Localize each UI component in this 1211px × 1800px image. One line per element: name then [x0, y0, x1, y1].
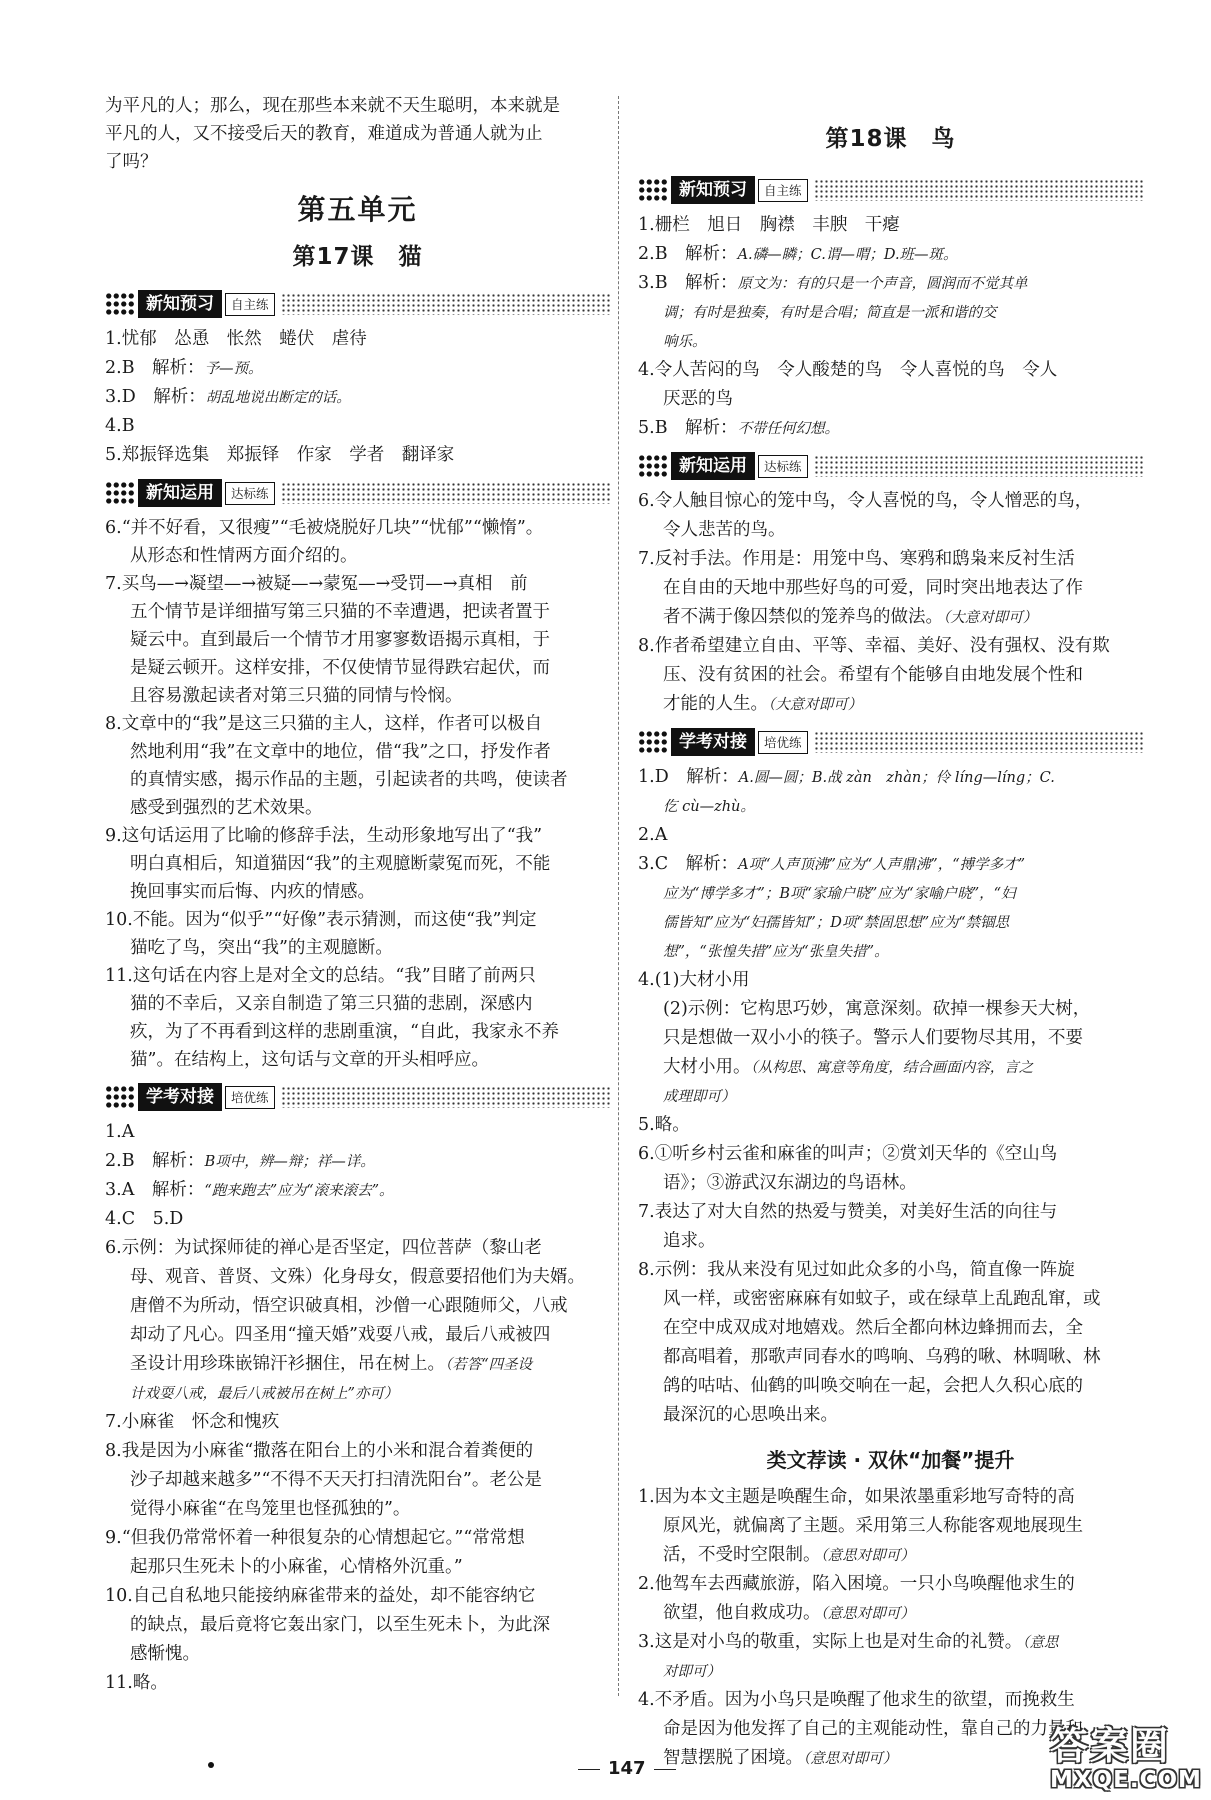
answer-list	[638, 487, 1143, 719]
answer-line: 8.文章中的“我”是这三只猫的主人，这样，作者可以极自	[105, 714, 543, 734]
answer-line	[105, 1669, 610, 1698]
answer-line	[638, 661, 1143, 690]
answer-text: 1.A	[105, 1122, 135, 1142]
answer-line	[105, 1176, 610, 1205]
answer-text: 母、观音、普贤、文殊）化身母女，假意要招他们为夫婿。	[130, 1267, 585, 1287]
answer-text: 5.略。	[638, 1115, 690, 1135]
answer-line	[105, 1350, 610, 1379]
answer-line: 10.不能。因为“似乎”“好像”表示猜测，而这使“我”判定	[105, 910, 537, 930]
answer-text: 8.我是因为小麻雀“撒落在阳台上的小米和混合着粪便的	[105, 1441, 534, 1461]
dot-fill-pattern	[814, 179, 1143, 201]
watermark-logo	[1050, 1715, 1200, 1795]
section-label: 新知运用	[138, 479, 222, 507]
answer-line	[638, 356, 1143, 385]
answer-text: 原风光，就偏离了主题。采用第三人称能客观地展现生	[663, 1516, 1083, 1536]
answer-line: 且容易激起读者对第三只猫的同情与怜悯。	[130, 686, 463, 706]
answer-list	[638, 211, 1143, 443]
answer-line: 挽回事实而后悔、内疚的情感。	[130, 882, 375, 902]
answer-line	[638, 1401, 1143, 1430]
answer-note: 儒皆知”应为“妇孺皆知”；D项“禁固思想”应为“禁锢思	[663, 915, 1010, 931]
answer-text: 4.B	[105, 416, 135, 436]
answer-text: 令人悲苦的鸟。	[663, 520, 786, 540]
answer-line	[105, 1495, 610, 1524]
answer-line	[105, 1205, 610, 1234]
answer-line	[638, 937, 1143, 966]
answer-text: 4.令人苦闷的鸟 令人酸楚的鸟 令人喜悦的鸟 令人	[638, 360, 1058, 380]
answer-line	[638, 603, 1143, 632]
answer-text: 3.D 解析：	[105, 387, 206, 407]
answer-line	[105, 1437, 610, 1466]
answer-text: 7.表达了对大自然的热爱与赞美，对美好生活的向往与	[638, 1202, 1058, 1222]
dot-fill-pattern	[814, 455, 1143, 477]
answer-text: 2.B 解析：	[638, 244, 738, 264]
answer-text: 鸽的咕咕、仙鹤的叫唤交响在一起，会把人久积心底的	[663, 1376, 1083, 1396]
answer-line	[105, 354, 610, 383]
answer-text: 活，不受时空限制。	[663, 1545, 821, 1565]
answer-line: 猫的不幸后，又亲自制造了第三只猫的悲剧，深感内	[130, 994, 533, 1014]
intro-line: 平凡的人，又不接受后天的教育，难道成为普通人就为止	[105, 124, 543, 144]
answer-text: 3.A 解析：	[105, 1180, 205, 1200]
answer-line	[105, 1582, 610, 1611]
answer-text: 3.C 解析：	[638, 854, 739, 874]
answer-line	[638, 995, 1143, 1024]
unit-title: 第五单元	[297, 193, 418, 226]
answer-line	[638, 879, 1143, 908]
answer-line	[105, 1263, 610, 1292]
answer-note: 计戏耍八戒，最后八戒被吊在树上”亦可）	[130, 1386, 399, 1402]
answer-text: 唐僧不为所动，悟空识破真相，沙僧一心跟随师父，八戒	[130, 1296, 568, 1316]
answer-list	[638, 763, 1143, 1430]
answer-line	[105, 1408, 610, 1437]
answer-text: 7.反衬手法。作用是：用笼中鸟、寒鸦和鸱枭来反衬生活	[638, 549, 1075, 569]
intro-line: 为平凡的人；那么，现在那些本来就不天生聪明，本来就是	[105, 96, 560, 116]
answer-line	[638, 211, 1143, 240]
answer-text: 1.忧郁 怂恿 怅然 蜷伏 虐待	[105, 329, 367, 349]
answer-line	[638, 1686, 1143, 1715]
answer-line	[638, 792, 1143, 821]
answer-text: 2.B 解析：	[105, 358, 205, 378]
section-header-practice	[638, 451, 1143, 481]
dot-grid-icon	[105, 292, 135, 316]
answer-line	[638, 690, 1143, 719]
answer-text: 5.郑振铎选集 郑振铎 作家 学者 翻译家	[105, 445, 455, 465]
answer-text: 8.示例：我从来没有见过如此众多的小鸟，简直像一阵旋	[638, 1260, 1075, 1280]
answer-text: (2)示例：它构思巧妙，寓意深刻。砍掉一棵参天大树，	[663, 999, 1091, 1019]
answer-line	[638, 1372, 1143, 1401]
answer-note: 应为“博学多才”；B项“家瑜户晓”应为“家喻户晓”，“妇	[663, 886, 1016, 902]
answer-line: 明白真相后，知道猫因“我”的主观臆断蒙冤而死，不能	[130, 854, 551, 874]
answer-line	[105, 1147, 610, 1176]
answer-line: 是疑云顿开。这样安排，不仅使情节显得跌宕起伏，而	[130, 658, 550, 678]
answer-line: 的真情实感，揭示作品的主题，引起读者的共鸣，使读者	[130, 770, 568, 790]
section-tag: 达标练	[758, 455, 808, 478]
answer-line	[105, 325, 610, 354]
answer-line	[638, 1570, 1143, 1599]
answer-line	[638, 487, 1143, 516]
answer-text: 7.小麻雀 怀念和愧疚	[105, 1412, 280, 1432]
answer-line	[638, 632, 1143, 661]
answer-list	[105, 514, 610, 1074]
answer-line	[638, 1256, 1143, 1285]
answer-note: 调；有时是独奏，有时是合唱；简直是一派和谐的交	[663, 305, 997, 321]
answer-note: B项中，辨—辩；祥—详。	[204, 1154, 375, 1170]
answer-note: A.圆—圆；B.战 zàn zhàn；伶 líng—líng；C.	[738, 770, 1055, 786]
answer-text: 却动了凡心。四圣用“撞天婚”戏耍八戒，最后八戒被四	[130, 1325, 551, 1345]
answer-text: 都高唱着，那歌声同春水的鸣响、乌鸦的啾、林啁啾、林	[663, 1347, 1101, 1367]
answer-line	[638, 545, 1143, 574]
watermark-bottom: MXQE.COM	[1050, 1767, 1202, 1793]
section-tag: 自主练	[758, 179, 808, 202]
answer-text: 只是想做一双小小的筷子。警示人们要物尽其用，不要	[663, 1028, 1083, 1048]
dot-fill-pattern	[281, 1086, 610, 1108]
answer-text: 6.示例：为试探师徒的禅心是否坚定，四位菩萨（黎山老	[105, 1238, 542, 1258]
answer-line	[638, 1024, 1143, 1053]
answer-text: 厌恶的鸟	[663, 389, 733, 409]
answer-text: 欲望，他自救成功。	[663, 1603, 821, 1623]
answer-line: 然地利用“我”在文章中的地位，借“我”之口，抒发作者	[130, 742, 551, 762]
answer-note: 原文为：有的只是一个声音，圆润而不觉其单	[737, 276, 1028, 292]
answer-line	[638, 1198, 1143, 1227]
answer-note: 仡 cù—zhù。	[663, 799, 755, 815]
answer-line	[638, 1314, 1143, 1343]
answer-text: 智慧摆脱了困境。	[663, 1748, 803, 1768]
column-divider	[618, 96, 619, 1696]
answer-line	[638, 1285, 1143, 1314]
answer-line	[105, 1234, 610, 1263]
answer-note: A项“人声顶沸”应为“人声鼎沸”，“搏学多才”	[738, 857, 1026, 873]
answer-note: （意思对即可）	[803, 1751, 898, 1767]
answer-line: 11.这句话在内容上是对全文的总结。“我”目睹了前两只	[105, 966, 536, 986]
answer-text: 才能的人生。	[663, 694, 768, 714]
answer-line	[638, 966, 1143, 995]
answer-list	[105, 1118, 610, 1698]
answer-text: 沙子却越来越多”“不得不天天打扫清洗阳台”。老公是	[130, 1470, 542, 1490]
answer-line	[638, 1169, 1143, 1198]
answer-line: 9.这句话运用了比喻的修辞手法，生动形象地写出了“我”	[105, 826, 543, 846]
answer-line: 猫吃了鸟，突出“我”的主观臆断。	[130, 938, 393, 958]
lesson-18-title: 第18课 鸟	[825, 126, 956, 152]
answer-line	[638, 269, 1143, 298]
answer-line	[105, 1118, 610, 1147]
answer-note: 不带任何幻想。	[737, 421, 840, 437]
answer-line: 感受到强烈的艺术效果。	[130, 798, 323, 818]
answer-line	[105, 1640, 610, 1669]
dot-grid-icon	[105, 481, 135, 505]
answer-text: 2.他驾车去西藏旅游，陷入困境。一只小鸟唤醒他求生的	[638, 1574, 1075, 1594]
answer-list	[105, 325, 610, 470]
answer-note: “跑来跑去”应为“滚来滚去”。	[204, 1183, 394, 1199]
answer-text: 感惭愧。	[130, 1644, 200, 1664]
intro-paragraph	[105, 92, 610, 176]
dot-fill-pattern	[814, 731, 1143, 753]
answer-line	[638, 516, 1143, 545]
answer-text: 1.因为本文主题是唤醒生命，如果浓墨重彩地写奇特的高	[638, 1487, 1075, 1507]
answer-line	[105, 1524, 610, 1553]
answer-text: 8.作者希望建立自由、平等、幸福、美好、没有强权、没有欺	[638, 636, 1110, 656]
section-header-preview	[105, 289, 610, 319]
answer-text: 2.B 解析：	[105, 1151, 205, 1171]
answer-line	[638, 574, 1143, 603]
answer-line	[638, 1343, 1143, 1372]
answer-line	[105, 412, 610, 441]
section-tag: 达标练	[225, 482, 275, 505]
answer-line	[638, 1483, 1143, 1512]
answer-note: （意思	[1022, 1635, 1059, 1651]
dot-grid-icon	[638, 730, 668, 754]
answer-note: （意思对即可）	[820, 1548, 915, 1564]
answer-text: 最深沉的心思唤出来。	[663, 1405, 838, 1425]
answer-text: 6.①听乡村云雀和麻雀的叫声；②赏刘天华的《空山鸟	[638, 1144, 1058, 1164]
answer-line: 五个情节是详细描写第三只猫的不幸遭遇，把读者置于	[130, 602, 550, 622]
answer-text: 在自由的天地中那些好鸟的可爱，同时突出地表达了作	[663, 578, 1083, 598]
answer-line	[638, 1140, 1143, 1169]
answer-line	[638, 240, 1143, 269]
answer-line: 7.买鸟—→凝望—→被疑—→蒙冤—→受罚—→真相 前	[105, 574, 528, 594]
section-tag: 培优练	[758, 731, 808, 754]
section-label: 新知预习	[138, 290, 222, 318]
answer-text: 4.C 5.D	[105, 1209, 184, 1229]
answer-text: 6.令人触目惊心的笼中鸟，令人喜悦的鸟，令人憎恶的鸟，	[638, 491, 1093, 511]
dot-grid-icon	[638, 454, 668, 478]
answer-text: 4.(1)大材小用	[638, 970, 750, 990]
answer-line: 从形态和性情两方面介绍的。	[130, 546, 358, 566]
answer-line	[638, 1512, 1143, 1541]
answer-line	[105, 1611, 610, 1640]
answer-text: 语》；③游武汉东湖边的鸟语林。	[663, 1173, 917, 1193]
answer-note: 胡乱地说出断定的话。	[205, 390, 351, 406]
answer-line	[638, 763, 1143, 792]
answer-line	[105, 1466, 610, 1495]
answer-line	[638, 385, 1143, 414]
answer-note: 想”，“张惶失措”应为“张皇失措”。	[663, 944, 889, 960]
answer-line	[638, 1657, 1143, 1686]
page-number	[570, 1758, 684, 1779]
dot-grid-icon	[105, 1085, 135, 1109]
answer-line	[638, 414, 1143, 443]
answer-text: 觉得小麻雀“在鸟笼里也怪孤独的”。	[130, 1499, 411, 1519]
section-header-exam	[638, 727, 1143, 757]
answer-text: 大材小用。	[663, 1057, 751, 1077]
dot-grid-icon	[638, 178, 668, 202]
answer-note: （若答“四圣设	[445, 1357, 533, 1373]
answer-note: 响乐。	[663, 334, 707, 350]
answer-text: 3.B 解析：	[638, 273, 738, 293]
answer-text: 的缺点，最后竟将它轰出家门，以至生死未卜，为此深	[130, 1615, 550, 1635]
section-label: 新知预习	[671, 176, 755, 204]
dash-right	[654, 1769, 676, 1770]
extended-reading-title: 类文荐读 · 双休“加餐”提升	[766, 1448, 1015, 1472]
dot-fill-pattern	[281, 482, 610, 504]
answer-note: 予—预。	[204, 361, 263, 377]
answer-text: 压、没有贫困的社会。希望有个能够自由地发展个性和	[663, 665, 1083, 685]
answer-text: 圣设计用珍珠嵌锦汗衫捆住，吊在树上。	[130, 1354, 445, 1374]
answer-text: 3.这是对小鸟的敬重，实际上也是对生命的礼赞。	[638, 1632, 1023, 1652]
answer-line	[638, 1599, 1143, 1628]
answer-line: 疚，为了不再看到这样的悲剧重演，“自此，我家永不养	[130, 1022, 559, 1042]
watermark-top: 答案圈	[1050, 1724, 1171, 1768]
answer-line: 猫”。在结构上，这句话与文章的开头相呼应。	[130, 1050, 489, 1070]
section-label: 学考对接	[671, 728, 755, 756]
answer-text: 1.栅栏 旭日 胸襟 丰腴 干瘪	[638, 215, 900, 235]
answer-text: 9.“但我仍常常怀着一种很复杂的心情想起它。”“常常想	[105, 1528, 525, 1548]
answer-text: 风一样，或密密麻麻有如蚊子，或在绿草上乱跑乱窜，或	[663, 1289, 1101, 1309]
page-number-text: 147	[608, 1758, 646, 1779]
answer-line	[105, 441, 610, 470]
answer-line	[638, 1111, 1143, 1140]
intro-line: 了吗？	[105, 152, 158, 172]
answer-text: 在空中成双成对地嬉戏。然后全都向林边蜂拥而去，全	[663, 1318, 1083, 1338]
section-label: 新知运用	[671, 452, 755, 480]
section-header-practice	[105, 478, 610, 508]
answer-note: （意思对即可）	[820, 1606, 915, 1622]
section-header-preview	[638, 175, 1143, 205]
answer-line	[638, 1541, 1143, 1570]
answer-text: 5.B 解析：	[638, 418, 738, 438]
answer-line	[638, 1628, 1143, 1657]
lesson-17-title: 第17课 猫	[292, 244, 423, 270]
answer-note: （大意对即可）	[768, 697, 863, 713]
answer-text: 起那只生死未卜的小麻雀，心情格外沉重。”	[130, 1557, 463, 1577]
answer-text: 4.不矛盾。因为小鸟只是唤醒了他求生的欲望，而挽救生	[638, 1690, 1075, 1710]
answer-text: 命是因为他发挥了自己的主观能动性，靠自己的力量和	[663, 1719, 1083, 1739]
answer-line	[638, 850, 1143, 879]
answer-line	[105, 1553, 610, 1582]
answer-note: 成理即可）	[663, 1089, 736, 1105]
left-column	[105, 92, 610, 1698]
answer-line	[638, 1227, 1143, 1256]
answer-text: 10.自己自私地只能接纳麻雀带来的益处，却不能容纳它	[105, 1586, 536, 1606]
answer-line	[105, 1292, 610, 1321]
answer-note: 对即可）	[663, 1664, 721, 1680]
section-tag: 自主练	[225, 293, 275, 316]
answer-line	[638, 1053, 1143, 1082]
answer-line	[105, 1379, 610, 1408]
answer-text: 追求。	[663, 1231, 716, 1251]
answer-note: A.磷—瞵；C.谓—喟；D.班—斑。	[737, 247, 958, 263]
dash-left	[578, 1769, 600, 1770]
answer-line	[638, 327, 1143, 356]
answer-text: 11.略。	[105, 1673, 168, 1693]
section-label: 学考对接	[138, 1083, 222, 1111]
answer-line	[638, 298, 1143, 327]
answer-text: 2.A	[638, 825, 668, 845]
answer-line	[638, 821, 1143, 850]
answer-line: 疑云中。直到最后一个情节才用寥寥数语揭示真相，于	[130, 630, 550, 650]
answer-line	[105, 1321, 610, 1350]
answer-line	[638, 908, 1143, 937]
right-column	[638, 92, 1143, 1773]
answer-line	[105, 383, 610, 412]
answer-line	[638, 1082, 1143, 1111]
section-header-exam	[105, 1082, 610, 1112]
print-dot	[208, 1762, 214, 1768]
answer-note: （大意对即可）	[943, 610, 1038, 626]
answer-text: 者不满于像囚禁似的笼养鸟的做法。	[663, 607, 943, 627]
section-tag: 培优练	[225, 1086, 275, 1109]
answer-note: （从构思、寓意等角度，结合画面内容，言之	[750, 1060, 1034, 1076]
answer-line: 6.“并不好看，又很瘦”“毛被烧脱好几块”“忧郁”“懒惰”。	[105, 518, 544, 538]
answer-text: 1.D 解析：	[638, 767, 739, 787]
dot-fill-pattern	[281, 293, 610, 315]
